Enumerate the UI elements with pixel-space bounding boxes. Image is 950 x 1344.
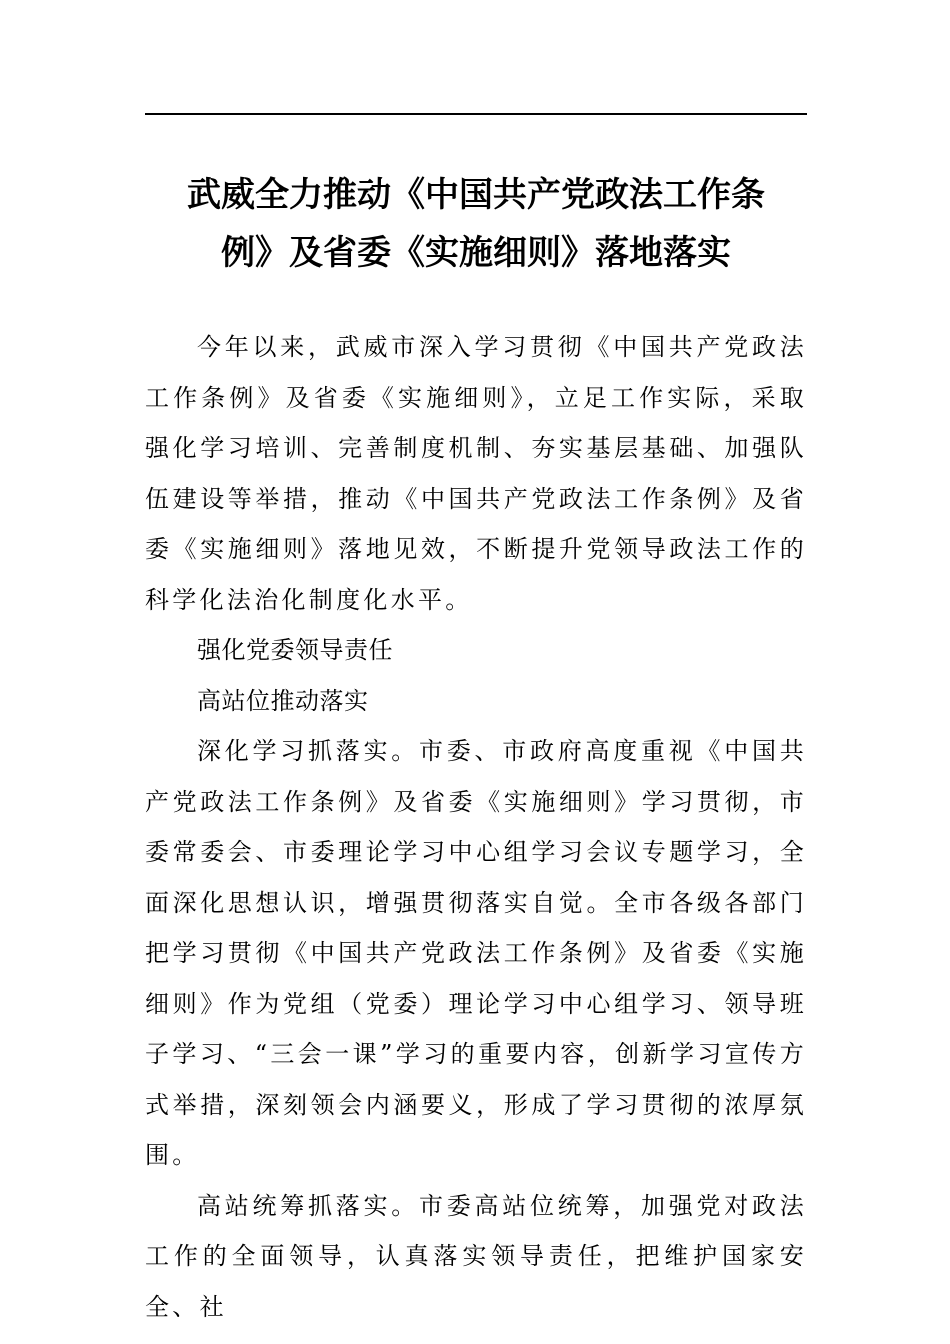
document-body: [145, 322, 807, 1332]
paragraph-text: 市委高站位统筹，加强党对政法工作的全面领导，认真落实领导责任，把维护国家安全、社: [145, 1191, 807, 1321]
title-line-2: 例》及省委《实施细则》落地落实: [221, 233, 731, 273]
paragraph-lead: 深化学习抓落实。: [197, 737, 419, 765]
paragraph-text: 市委、市政府高度重视《中国共产党政法工作条例》及省委《实施细则》学习贯彻，市委常委会、市委理论学习中心组学习会议专题学习，全面深化思想认识，增强贯彻落实自觉。全市各级各部门把学习贯彻《中国共产党政法工作条例》及省委《实施细则》作为党组（党委）理论学习中心组学习、领导班子学习、“三会一课”学习的重要内容，创新学习宣传方式举措，深刻领会内涵要义，形成了学习贯彻的浓厚氛围。: [145, 737, 807, 1169]
header-rule: [145, 113, 807, 115]
body-paragraph: [145, 1181, 807, 1333]
intro-paragraph: 今年以来，武威市深入学习贯彻《中国共产党政法工作条例》及省委《实施细则》，立足工作实际，采取强化学习培训、完善制度机制、夯实基层基础、加强队伍建设等举措，推动《中国共产党政法工作条例》及省委《实施细则》落地见效，不断提升党领导政法工作的科学化法治化制度化水平。: [145, 333, 807, 614]
document-title: [145, 166, 807, 282]
body-paragraph: [145, 726, 807, 1181]
paragraph-lead: 高站统筹抓落实。: [197, 1191, 419, 1220]
title-line-1: 武威全力推动《中国共产党政法工作条: [187, 175, 765, 215]
section-subheading: 高站位推动落实: [197, 686, 369, 715]
section-heading: 强化党委领导责任: [197, 636, 393, 664]
